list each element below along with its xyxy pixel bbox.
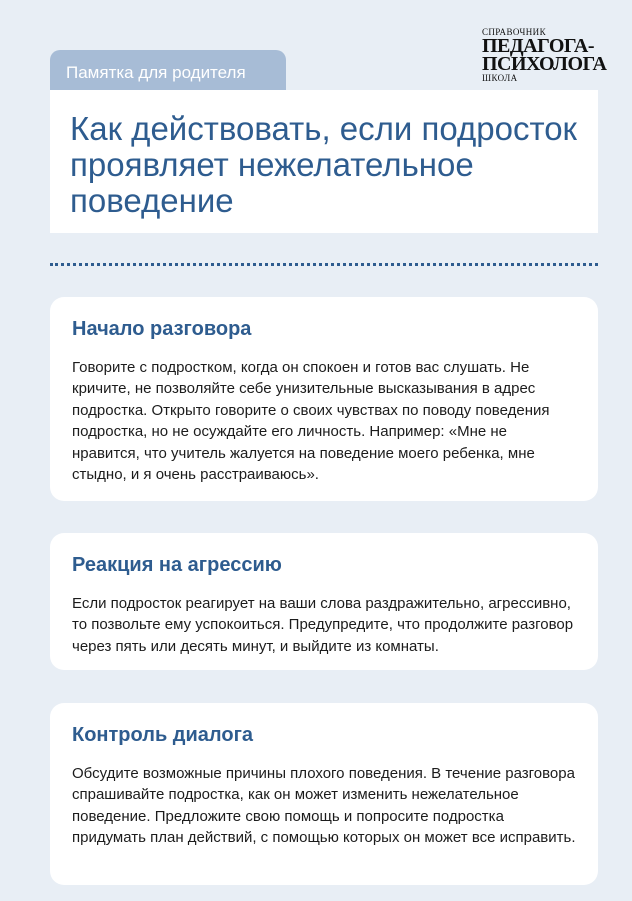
title-box [50, 90, 598, 233]
section-card-conversation-start [50, 297, 598, 501]
logo-line-1: ПЕДАГОГА- [482, 35, 595, 57]
memo-tab: Памятка для родителя [50, 50, 286, 90]
logo-top-line: СПРАВОЧНИК [482, 27, 546, 37]
section-heading: Начало разговора [72, 318, 252, 340]
logo-bottom-line: ШКОЛА [482, 73, 518, 83]
section-heading: Контроль диалога [72, 724, 254, 746]
section-card-dialog-control [50, 703, 598, 885]
section-heading: Реакция на агрессию [72, 554, 282, 576]
page-title: Как действовать, если подросток проявляет нежелательное поведение [70, 110, 577, 219]
section-text: Если подросток реагирует на ваши слова раздражительно, агрессивно, то позвольте ему успокоиться. Предупредите, что продолжите разговор через пять или десять минут, и выйдите из комнаты. [72, 595, 574, 655]
section-text: Говорите с подростком, когда он спокоен и готов вас слушать. Не кричите, не позволяйте себе унизительные высказывания в адрес подростка. Открыто говорите о своих чувствах по поводу поведения подростка, но не осуждайте его личность. Например: «Мне не нравится, что учитель жалуется на поведение моего ребенка, мне стыдно, и я очень расстраиваюсь». [72, 359, 550, 484]
section-card-aggression-reaction [50, 533, 598, 670]
section-text: Обсудите возможные причины плохого поведения. В течение разговора спрашивайте подростка, как он может изменить нежелательное поведение. Предложите свою помощь и попросите подростка придумать план действий, с помощью которых он может все исправить. [72, 765, 576, 847]
dotted-divider [50, 263, 598, 266]
logo-line-2: ПСИХОЛОГА [482, 53, 607, 75]
publication-logo [482, 28, 607, 83]
